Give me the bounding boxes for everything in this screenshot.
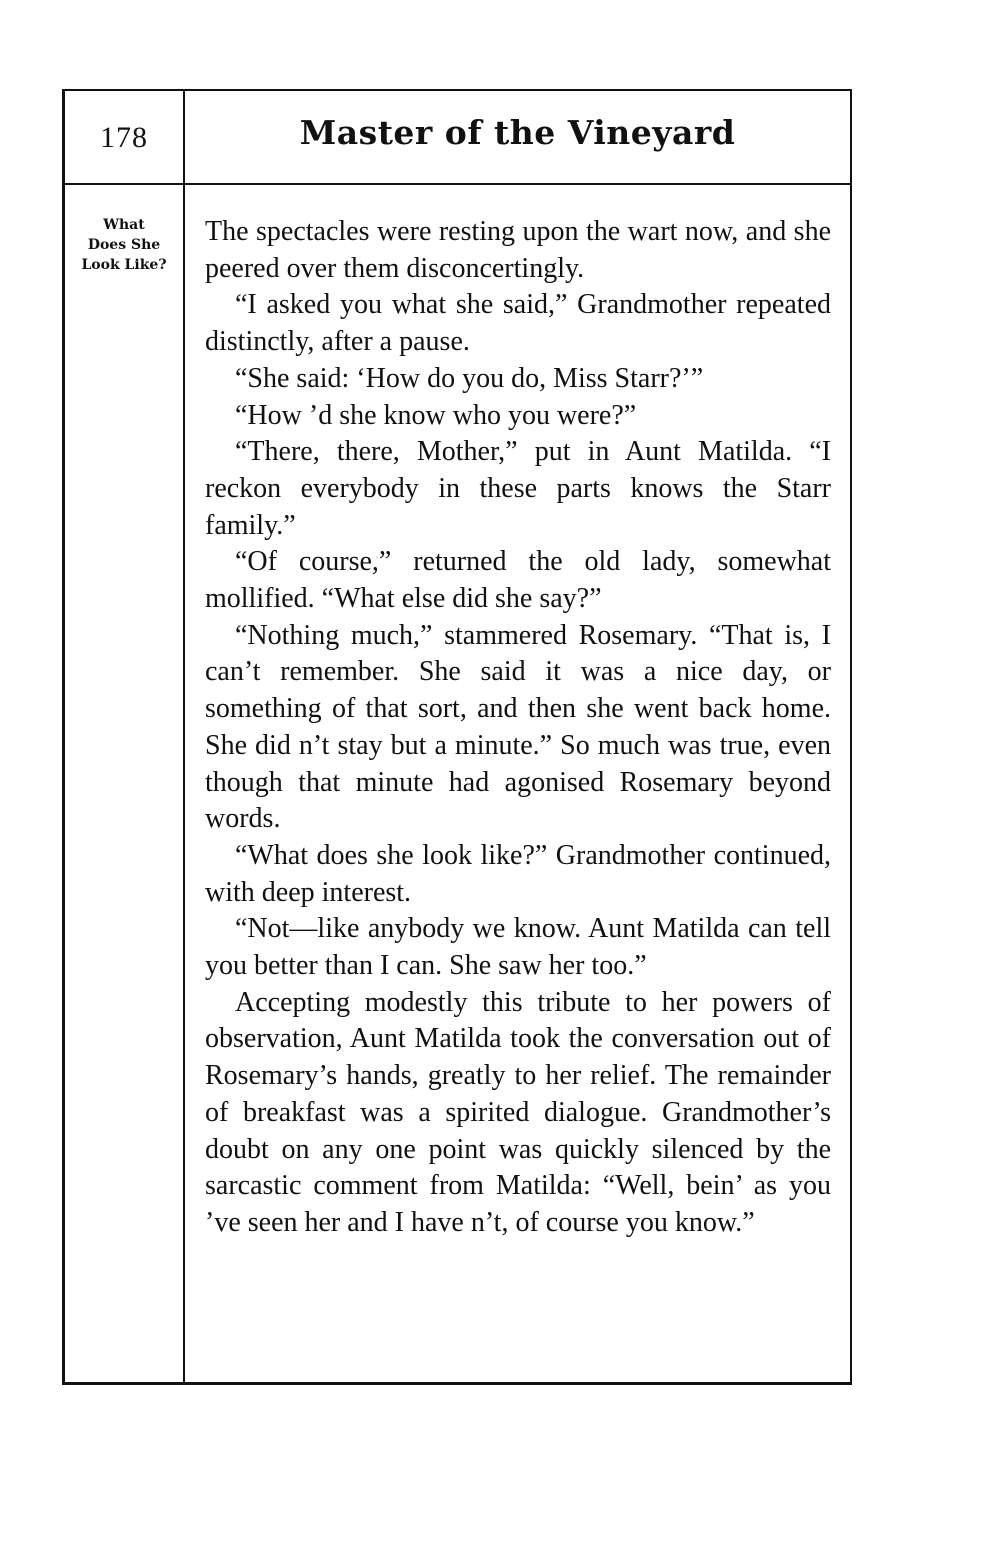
paragraph: “Not—like anybody we know. Aunt Matilda can tell you better than I can. She saw her too.” (205, 913, 831, 982)
page-frame (62, 89, 852, 1385)
page-number: 178 (100, 121, 148, 154)
paragraph: “How ’d she know who you were?” (235, 399, 637, 431)
header-divider (65, 183, 850, 185)
margin-divider (183, 91, 185, 1382)
body-text (205, 214, 831, 1242)
margin-note-line: What (103, 217, 145, 233)
paragraph: Accepting modestly this tribute to her powers of observation, Aunt Matilda took the conversation out of Rosemary’s hands, greatly to her relief. The remainder of breakfast was a spirited dialogue. Grandmother’s doubt on any one point was quickly silenced by the sarcastic comment from Matilda: “Well, bein’ as you ’ve seen her and I have n’t, of course you know.” (205, 986, 831, 1238)
running-head-title: Master of the Vineyard (299, 113, 736, 152)
paragraph: “What does she look like?” Grandmother continued, with deep interest. (205, 839, 831, 908)
paragraph: “Nothing much,” stammered Rosemary. “That is, I can’t remember. She said it was a nice day, or something of that sort, and then she went back home. She did n’t stay but a minute.” So much was true, even though that minute had agonised Rosemary beyond words. (205, 619, 831, 835)
margin-note-line: Look Like? (81, 257, 167, 273)
paragraph: “There, there, Mother,” put in Aunt Matilda. “I reckon everybody in these parts knows the Starr family.” (205, 436, 831, 541)
paragraph: “She said: ‘How do you do, Miss Starr?’” (235, 362, 704, 394)
paragraph: “Of course,” returned the old lady, somewhat mollified. “What else did she say?” (205, 546, 831, 615)
paragraph: The spectacles were resting upon the wart now, and she peered over them disconcertingly. (205, 216, 831, 284)
paragraph: “I asked you what she said,” Grandmother repeated distinctly, after a pause. (205, 289, 831, 358)
margin-note-line: Does She (87, 237, 161, 253)
margin-note (65, 215, 183, 275)
